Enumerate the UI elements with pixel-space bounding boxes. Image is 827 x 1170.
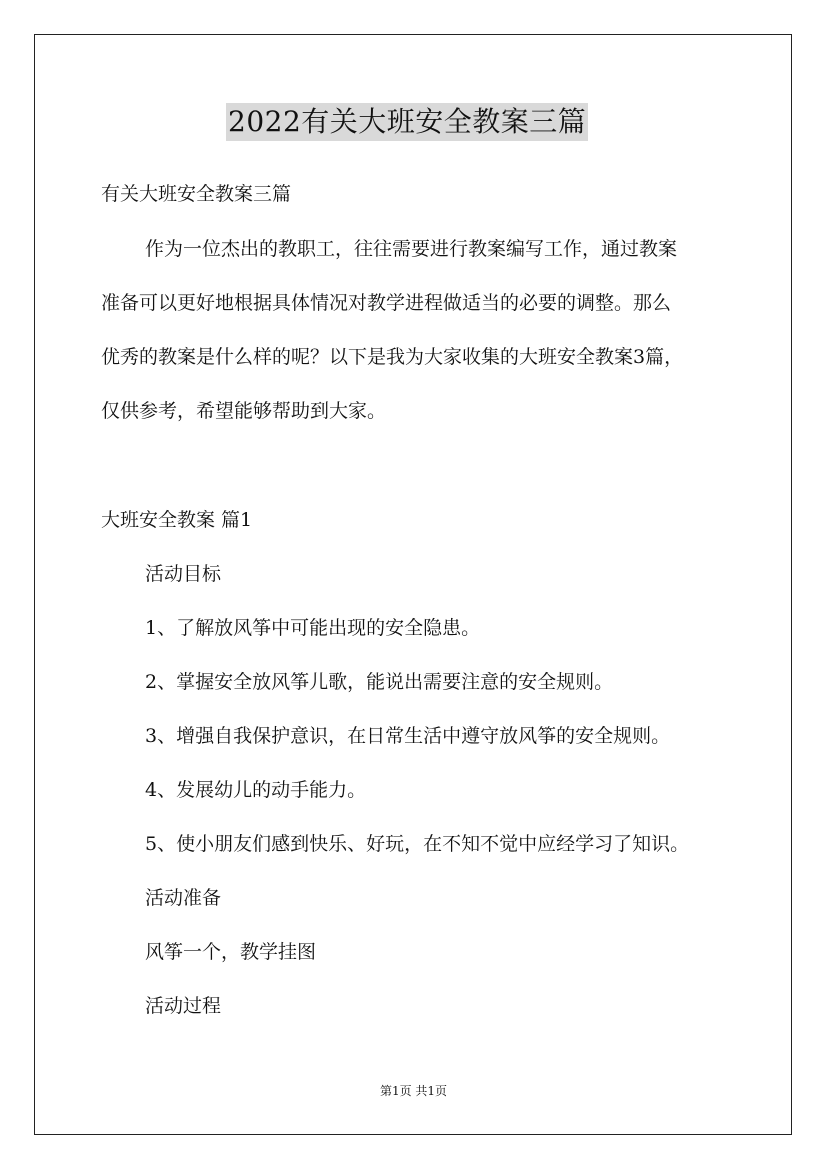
process-heading: 活动过程 [145, 995, 222, 1017]
goal-item-4: 4、发展幼儿的动手能力。 [145, 779, 367, 801]
prep-text: 风筝一个，教学挂图 [145, 941, 317, 963]
intro-line-2: 准备可以更好地根据具体情况对教学进程做适当的必要的调整。那么 [101, 292, 672, 314]
goal-item-2: 2、掌握安全放风筝儿歌，能说出需要注意的安全规则。 [145, 671, 614, 693]
prep-heading: 活动准备 [145, 887, 222, 909]
goals-heading: 活动目标 [145, 563, 222, 585]
document-title: 2022有关大班安全教案三篇 [226, 103, 588, 141]
intro-line-4: 仅供参考，希望能够帮助到大家。 [101, 400, 387, 422]
intro-line-3: 优秀的教案是什么样的呢？以下是我为大家收集的大班安全教案3篇， [101, 346, 684, 368]
document-subtitle: 有关大班安全教案三篇 [101, 183, 292, 205]
goal-item-3: 3、增强自我保护意识，在日常生活中遵守放风筝的安全规则。 [145, 725, 671, 747]
intro-line-1: 作为一位杰出的教职工，往往需要进行教案编写工作，通过教案 [145, 238, 678, 260]
goal-item-1: 1、了解放风筝中可能出现的安全隐患。 [145, 617, 481, 639]
goal-item-5: 5、使小朋友们感到快乐、好玩，在不知不觉中应经学习了知识。 [145, 833, 690, 855]
page-footer: 第1页 共1页 [379, 1084, 448, 1098]
section-heading: 大班安全教案 篇1 [101, 509, 253, 531]
